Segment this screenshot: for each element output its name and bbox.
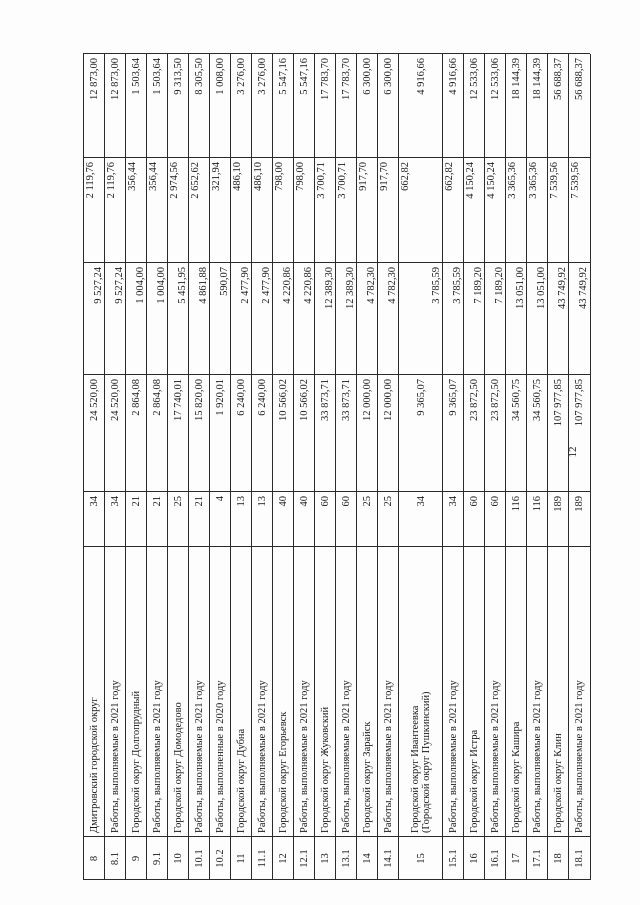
row-value-4: 12 533,06 [490,58,501,100]
row-value-4: 12 873,00 [110,58,121,100]
row-value-2: 12 389,30 [324,267,335,309]
row-value-2: 13 051,00 [536,267,547,309]
row-number: 14.1 [383,849,394,868]
row-count: 60 [490,496,501,507]
row-value-4: 17 783,70 [341,58,352,100]
row-value-2: 9 527,24 [93,267,104,304]
row-total: 12 000,00 [383,379,394,421]
row-total: 107 977,85 [574,379,585,427]
row-value-3: 7 539,56 [549,162,560,199]
row-count: 25 [362,496,373,507]
table-row [272,54,294,880]
row-name-line-2: (Городской округ Пушкинский) [421,691,432,833]
row-value-3: 917,70 [379,162,390,191]
table-row [188,54,210,880]
row-name: Городской округ Клин [553,733,564,833]
table-row [356,54,378,880]
row-value-2: 4 861,88 [198,267,209,304]
row-name-line-1: Городской округ Ивантеевка [410,705,421,833]
row-count: 21 [131,496,142,507]
row-total: 107 977,85 [553,379,564,427]
row-value-3: 7 539,56 [570,162,581,199]
row-total: 12 000,00 [362,379,373,421]
row-value-2: 1 004,00 [156,267,167,304]
row-name: Городской округ Егорьевск [278,711,289,833]
row-total: 15 820,00 [194,379,205,421]
row-value-3: 3 700,71 [337,162,348,199]
row-name: Дмитровский городской округ [89,697,100,833]
row-number: 18.1 [574,849,585,868]
row-number: 15 [415,853,427,864]
row-name: Городской округ Дубна [236,728,247,833]
row-count: 13 [257,496,268,507]
table-row [293,54,315,880]
row-value-2: 590,07 [219,267,230,296]
column-divider [83,157,590,158]
row-value-3: 2 119,76 [85,162,96,199]
row-value-3: 2 974,56 [169,162,180,199]
row-value-4: 3 276,00 [236,58,247,95]
column-divider [83,836,590,837]
table-row [167,54,189,880]
row-value-2: 13 051,00 [515,267,526,309]
row-count: 40 [278,496,289,507]
row-count: 34 [415,496,427,507]
row-value-4: 6 300,00 [362,58,373,95]
row-count: 116 [511,496,522,512]
table-row [526,54,548,880]
row-count: 40 [299,496,310,507]
row-name: Работы, выполняемые в 2021 году [341,680,352,833]
row-count: 34 [110,496,121,507]
row-name: Работы, выполняемые в 2021 году [152,680,163,833]
row-number: 12 [278,853,289,864]
row-name: Городской округ Кашира [511,721,522,833]
table-row [442,54,464,880]
row-name: Городской округ Домодедово [173,702,184,833]
column-divider [83,262,590,263]
row-value-2: 1 004,00 [135,267,146,304]
row-number: 17 [511,853,522,864]
row-number: 8.1 [110,851,121,866]
row-total: 6 240,00 [236,379,247,416]
row-count: 21 [152,496,163,507]
row-value-3: 3 700,71 [316,162,327,199]
row-count: 60 [341,496,352,507]
row-total: 23 872,50 [469,379,480,421]
row-total: 6 240,00 [257,379,268,416]
row-value-4: 56 688,37 [553,58,564,100]
row-value-3: 486,10 [253,162,264,191]
row-name: Городской округ Долгопрудный [131,690,142,833]
row-count: 25 [173,496,184,507]
row-count: 34 [89,496,100,507]
row-value-4: 1 503,64 [152,58,163,95]
row-value-3: 2 652,62 [190,162,201,199]
row-value-3: 486,10 [232,162,243,191]
row-count: 25 [383,496,394,507]
row-count: 34 [448,496,459,507]
row-number: 11 [236,853,247,864]
row-number: 12.1 [299,849,310,868]
row-name: Городской округ Истра [469,729,480,833]
row-name: Работы, выполняемые в 2021 году [574,680,585,833]
row-value-2: 4 220,86 [303,267,314,304]
row-value-3: 798,00 [274,162,285,191]
row-total: 34 560,75 [532,379,543,421]
row-number: 8 [89,855,100,862]
table-row [146,54,168,880]
row-count: 13 [236,496,247,507]
row-number: 9.1 [152,851,163,866]
row-value-4: 17 783,70 [320,58,331,100]
table-row [463,54,485,880]
row-total: 10 566,02 [278,379,289,421]
row-value-2: 4 782,30 [366,267,377,304]
row-name: Работы, выполняемые в 2021 году [110,680,121,833]
table-row [398,54,443,880]
row-total: 34 560,75 [511,379,522,421]
row-name [399,547,443,837]
row-value-3: 662,82 [400,162,411,191]
row-total: 24 520,00 [110,379,121,421]
table-row [484,54,506,880]
row-total: 2 864,08 [152,379,163,416]
row-value-2: 2 477,90 [261,267,272,304]
row-value-2: 3 785,59 [452,267,463,304]
row-number: 10.2 [215,849,226,868]
row-value-3: 2 119,76 [106,162,117,199]
row-value-3: 3 365,36 [528,162,539,199]
row-value-3: 321,94 [211,162,222,191]
row-number: 10 [173,853,184,864]
row-number: 10.1 [194,849,205,868]
row-value-4: 6 300,00 [383,58,394,95]
row-total: 33 873,71 [341,379,352,421]
row-value-3: 3 365,36 [507,162,518,199]
row-value-2: 43 749,92 [557,267,568,309]
row-value-4: 5 547,16 [278,58,289,95]
row-total: 33 873,71 [320,379,331,421]
table-row [505,54,527,880]
row-number: 15.1 [448,849,459,868]
row-value-4: 4 916,66 [415,58,427,95]
row-value-4: 18 144,39 [532,58,543,100]
table-row [314,54,336,880]
row-value-3: 4 150,24 [465,162,476,199]
row-name: Городской округ Зарайск [362,721,373,833]
row-number: 14 [362,853,373,864]
row-value-4: 5 547,16 [299,58,310,95]
row-value-2: 7 189,20 [494,267,505,304]
table-row [230,54,252,880]
row-value-2: 9 527,24 [114,267,125,304]
column-divider [83,374,590,375]
row-value-4: 9 313,50 [173,58,184,95]
row-value-2: 4 782,30 [387,267,398,304]
row-value-2: 4 220,86 [282,267,293,304]
row-count: 21 [194,496,205,507]
row-value-3: 356,44 [127,162,138,191]
row-count: 4 [215,496,226,502]
row-value-4: 1 008,00 [215,58,226,95]
row-value-4: 18 144,39 [511,58,522,100]
row-value-4: 1 503,64 [131,58,142,95]
table-row [125,54,147,880]
row-number: 17.1 [532,849,543,868]
row-number: 16 [469,853,480,864]
row-number: 18 [553,853,564,864]
row-value-2: 5 451,95 [177,267,188,304]
row-name: Работы, выполняемые в 2021 году [299,680,310,833]
row-count: 189 [553,496,564,512]
row-value-2: 2 477,90 [240,267,251,304]
row-name: Работы, выполняемые в 2021 году [448,680,459,833]
row-number: 9 [131,855,142,862]
column-divider [83,879,590,880]
row-count: 60 [320,496,331,507]
row-number: 16.1 [490,849,501,868]
row-value-4: 56 688,37 [574,58,585,100]
column-divider [83,53,590,54]
row-value-3: 4 150,24 [486,162,497,199]
row-value-3: 356,44 [148,162,159,191]
row-number: 13 [320,853,331,864]
row-name: Работы, выполняемые в 2021 году [383,680,394,833]
table-row [251,54,273,880]
row-value-3: 917,70 [358,162,369,191]
row-total: 24 520,00 [89,379,100,421]
table-row [377,54,399,880]
row-value-3: 662,82 [444,162,455,191]
row-number: 13.1 [341,849,352,868]
row-name: Работы, выполняемые в 2021 году [490,680,501,833]
table-row [209,54,231,880]
table-row [547,54,569,880]
row-name: Работы, выполняемые в 2021 году [257,680,268,833]
column-divider [83,546,590,547]
table-row [104,54,126,880]
row-total: 9 365,07 [415,379,427,416]
row-name: Работы, выполненные в 2020 году [215,680,226,833]
row-value-4: 8 305,50 [194,58,205,95]
row-total: 1 920,01 [215,379,226,416]
table-row [568,54,591,880]
row-name: Городской округ Жуковский [320,706,331,833]
row-value-4: 12 873,00 [89,58,100,100]
row-count: 116 [532,496,543,512]
row-value-2: 3 785,59 [431,267,442,304]
row-value-4: 4 916,66 [448,58,459,95]
row-value-2: 12 389,30 [345,267,356,309]
row-total: 23 872,50 [490,379,501,421]
row-value-3: 798,00 [295,162,306,191]
row-count: 60 [469,496,480,507]
row-count: 189 [574,496,585,512]
table-row [83,54,105,880]
page-number-text: 12 [567,446,579,458]
row-name: Работы, выполняемые в 2021 году [194,680,205,833]
row-total: 10 566,02 [299,379,310,421]
column-divider [83,491,590,492]
row-total: 17 740,01 [173,379,184,421]
row-name: Работы, выполняемые в 2021 году [532,680,543,833]
table-row [335,54,357,880]
row-value-4: 3 276,00 [257,58,268,95]
row-total: 2 864,08 [131,379,142,416]
row-total: 9 365,07 [448,379,459,416]
row-value-4: 12 533,06 [469,58,480,100]
row-number: 11.1 [257,849,268,868]
row-value-2: 43 749,92 [578,267,589,309]
data-table [83,54,589,880]
row-value-2: 7 189,20 [473,267,484,304]
